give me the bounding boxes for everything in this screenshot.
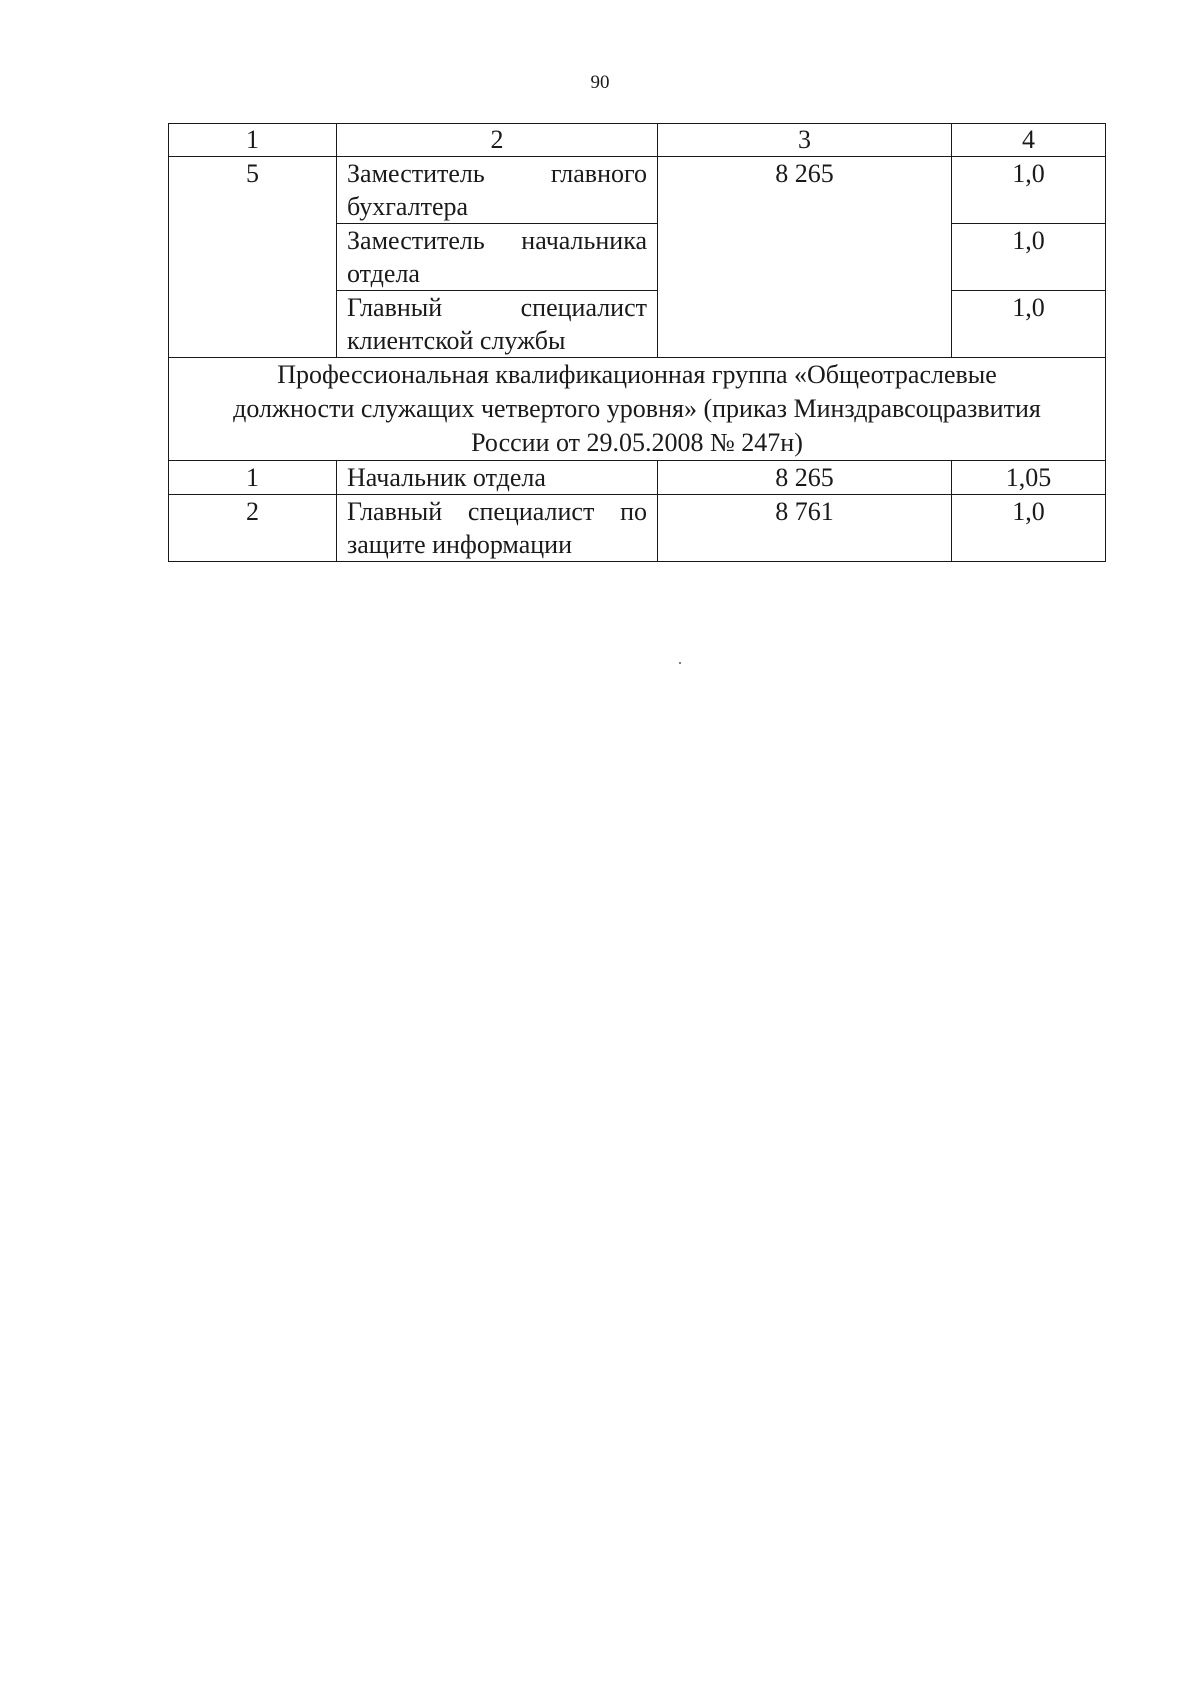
header-cell: 3 — [658, 124, 952, 157]
group-title-line: должности служащих четвертого уровня» (приказ Минздравсоцразвития — [233, 394, 1041, 423]
position-name-cell: Заместитель главного бухгалтера — [337, 157, 658, 224]
position-name-cell: Главный специалист по защите информации — [337, 495, 658, 562]
table-row — [169, 157, 1106, 224]
position-name-cell: Заместитель начальника отдела — [337, 224, 658, 291]
coefficient-cell: 1,0 — [952, 157, 1106, 224]
group-title-row — [169, 358, 1106, 461]
header-cell: 1 — [169, 124, 337, 157]
group-title-cell — [169, 358, 1106, 461]
header-cell: 2 — [337, 124, 658, 157]
level-number-cell: 5 — [169, 157, 337, 358]
level-number-cell: 2 — [169, 495, 337, 562]
coefficient-cell: 1,0 — [952, 224, 1106, 291]
group-title-line: России от 29.05.2008 № 247н) — [471, 428, 803, 457]
table-row — [169, 461, 1106, 495]
coefficient-cell: 1,05 — [952, 461, 1106, 495]
salary-table — [168, 123, 1106, 562]
salary-cell: 8 265 — [658, 157, 952, 358]
scan-speck — [679, 662, 681, 664]
table-header-row — [169, 124, 1106, 157]
position-name-cell: Начальник отдела — [337, 461, 658, 495]
header-cell: 4 — [952, 124, 1106, 157]
coefficient-cell: 1,0 — [952, 291, 1106, 358]
coefficient-cell: 1,0 — [952, 495, 1106, 562]
table-row — [169, 495, 1106, 562]
page-number: 90 — [590, 72, 610, 93]
salary-cell: 8 761 — [658, 495, 952, 562]
level-number-cell: 1 — [169, 461, 337, 495]
position-name-cell: Главный специалист клиентской службы — [337, 291, 658, 358]
salary-cell: 8 265 — [658, 461, 952, 495]
group-title-line: Профессиональная квалификационная группа «Общеотраслевые — [277, 360, 997, 389]
